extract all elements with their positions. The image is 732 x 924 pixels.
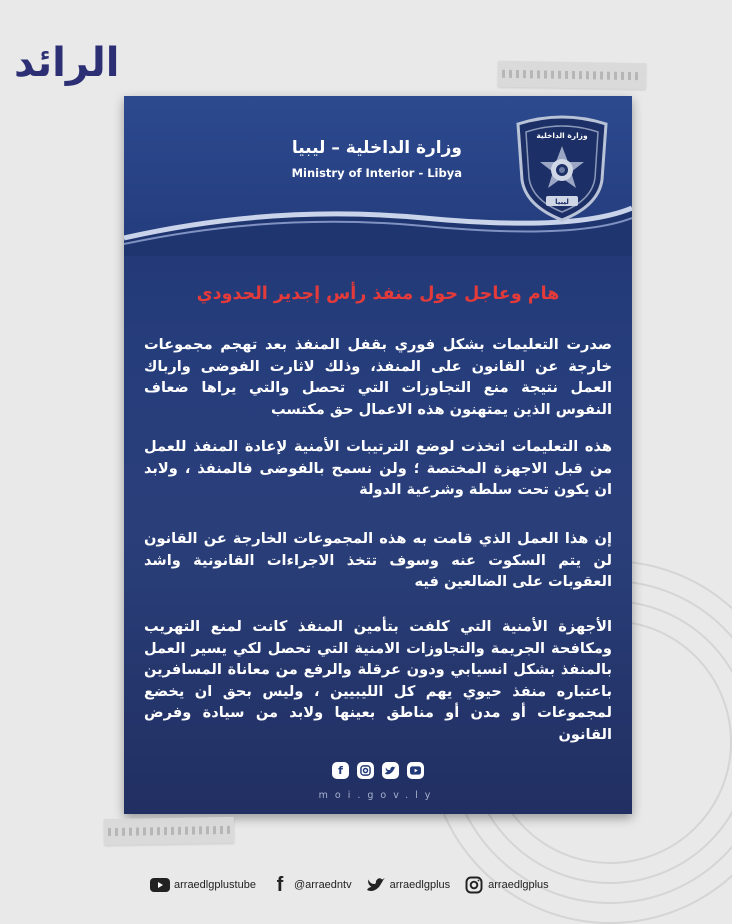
social-icons-row xyxy=(124,762,632,779)
footer-facebook-handle: @arraedntv xyxy=(293,879,352,891)
instagram-icon[interactable] xyxy=(357,762,374,779)
footer-facebook-link[interactable] xyxy=(270,875,352,895)
twitter-icon[interactable] xyxy=(382,762,399,779)
facebook-icon: f xyxy=(276,873,284,896)
decorative-tape xyxy=(104,817,234,845)
ministry-name-english: Ministry of Interior - Libya xyxy=(291,166,462,180)
badge-top-text: وزارة الداخلية xyxy=(536,131,588,140)
footer-youtube-handle: arraedlgplustube xyxy=(174,879,256,891)
badge-bottom-text: ليبيا xyxy=(555,198,569,206)
youtube-icon xyxy=(150,875,170,895)
ministry-badge-icon xyxy=(508,110,616,222)
facebook-icon[interactable]: f xyxy=(332,762,349,779)
footer-social-links xyxy=(150,874,549,896)
announcement-paragraph: الأجهزة الأمنية التي كلفت بتأمين المنفذ كانت لمنع التهريب ومكافحة الجريمة والتجاوزات الامنية التي تحصل لكي يسير العمل بالمنفذ بشكل انسيابي ودون عرقلة والرفع من معاناة المسافرين باعتباره منفذ حيوي يهم كل الليبيين ، وليس بحق ان يخضع لمجموعات أو مدن أو مناطق بعينها ولابد من سيادة وفرض القانون xyxy=(144,618,612,743)
instagram-icon xyxy=(464,875,484,895)
announcement-paragraph: هذه التعليمات اتخذت لوضع الترتيبات الأمنية لإعادة المنفذ للعمل من قبل الاجهزة المختصة ؛ ولن نسمح بالفوضى فالمنفذ ، ولابد ان يكون تحت سلطة وشرعية الدولة xyxy=(144,438,612,498)
footer-twitter-handle: arraedlgplus xyxy=(389,879,451,891)
youtube-icon[interactable] xyxy=(407,762,424,779)
footer-instagram-link[interactable] xyxy=(464,875,549,895)
footer-twitter-link[interactable] xyxy=(366,875,451,895)
announcement-paragraph: صدرت التعليمات بشكل فوري بقفل المنفذ بعد تهجم مجموعات خارجة عن القانون على المنفذ، وذلك لاثارت الفوضى وارباك العمل نتيجة منع التجاوزات التي تحصل والتي يراها ضعاف النفوس الذين يمتهنون هذه الاعمال حق مكتسب xyxy=(144,336,612,418)
announcement-card xyxy=(124,96,632,814)
ministry-name-arabic: وزارة الداخلية – ليبيا xyxy=(291,138,462,158)
announcement-paragraph: إن هذا العمل الذي قامت به هذه المجموعات الخارجة عن القانون لن يتم السكوت عنه وسوف تتخذ الاجراءات القانونية واشد العقوبات على الضالعين فيه xyxy=(144,530,612,590)
footer-youtube-link[interactable] xyxy=(150,875,256,895)
twitter-icon xyxy=(366,875,386,895)
footer-instagram-handle: arraedlgplus xyxy=(488,879,549,891)
decorative-tape xyxy=(498,61,646,90)
announcement-title: هام وعاجل حول منفذ رأس إجدير الحدودي xyxy=(196,284,560,304)
website-url[interactable]: moi.gov.ly xyxy=(318,790,438,801)
brand-logo: الرائد xyxy=(14,40,120,86)
